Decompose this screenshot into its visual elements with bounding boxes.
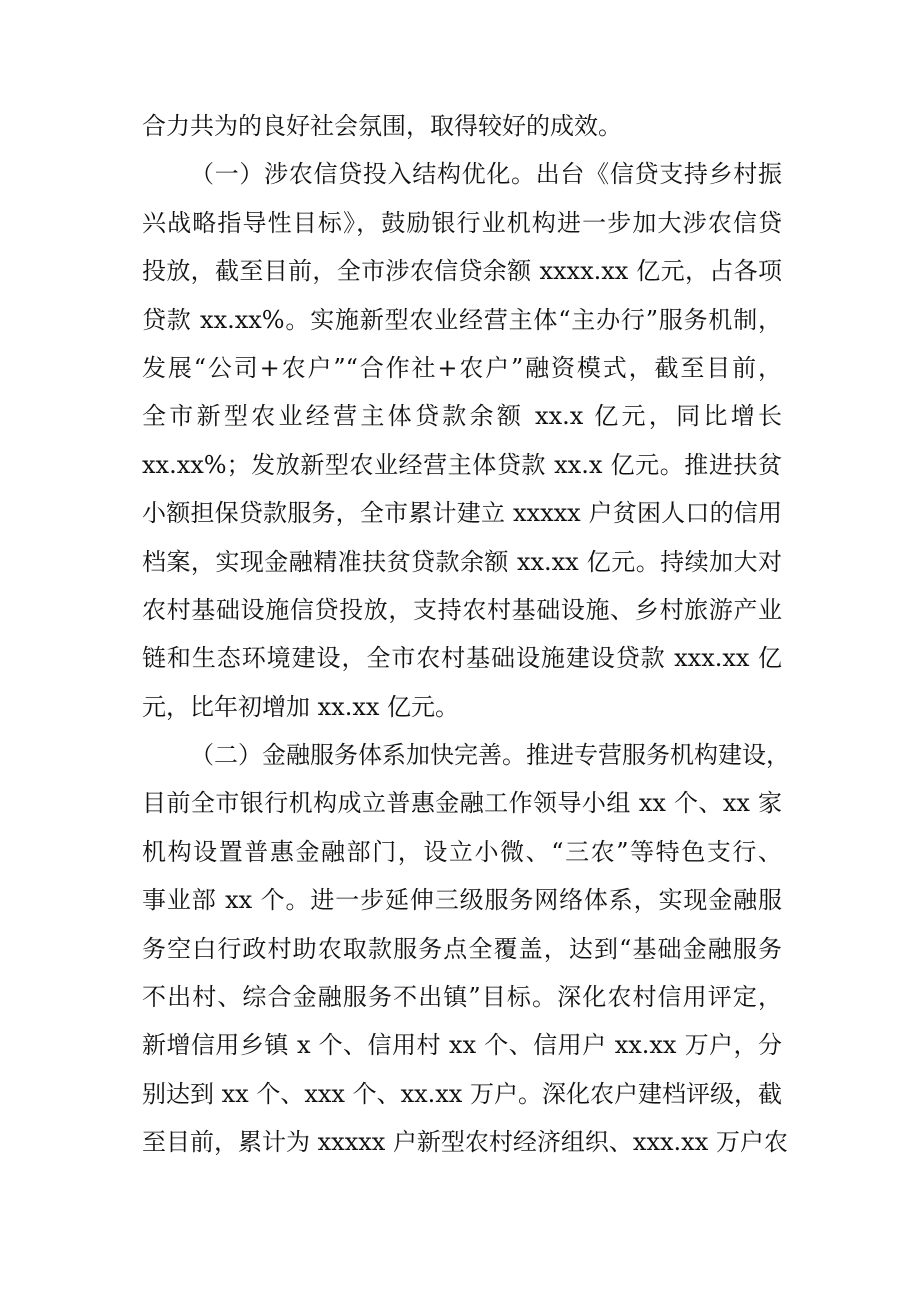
text-line: （一）涉农信贷投入结构优化。出台《信贷支持乡村振 [190,160,782,189]
text-line: 兴战略指导性目标》，鼓励银行业机构进一步加大涉农信贷 [142,208,782,237]
text-line: 发展“公司+农户”“合作社+农户”融资模式，截至目前， [142,353,782,382]
text-line: 目前全市银行机构成立普惠金融工作领导小组 xx 个、xx 家 [142,789,782,818]
text-line: 别达到 xx 个、xxx 个、xx.xx 万户。深化农户建档评级，截 [142,1079,782,1108]
text-line: 至目前，累计为 xxxxx 户新型农村经济组织、xxx.xx 万户农 [142,1128,788,1157]
text-line: 不出村、综合金融服务不出镇”目标。深化农村信用评定， [142,983,782,1012]
text-line: 全市新型农业经营主体贷款余额 xx.x 亿元，同比增长 [142,402,782,431]
text-line: （二）金融服务体系加快完善。推进专营服务机构建设， [190,741,790,770]
text-line: 贷款 xx.xx%。实施新型农业经营主体“主办行”服务机制， [142,305,782,334]
paragraph-agri-credit [142,150,782,731]
text-line: 机构设置普惠金融部门，设立小微、“三农”等特色支行、 [142,837,782,866]
text-line: 档案，实现金融精准扶贫贷款余额 xx.xx 亿元。持续加大对 [142,547,782,576]
text-line: 投放，截至目前，全市涉农信贷余额 xxxx.xx 亿元，占各项 [142,257,782,286]
document-page [142,102,790,1167]
text-line: 小额担保贷款服务，全市累计建立 xxxxx 户贫困人口的信用 [142,499,782,528]
text-line: 元，比年初增加 xx.xx 亿元。 [142,692,460,721]
text-line: 事业部 xx 个。进一步延伸三级服务网络体系，实现金融服 [142,886,782,915]
text-line: 务空白行政村助农取款服务点全覆盖，达到“基础金融服务 [142,934,782,963]
paragraph-continuation [142,102,782,150]
text-line: xx.xx%；发放新型农业经营主体贷款 xx.x 亿元。推进扶贫 [142,450,782,479]
text-line: 农村基础设施信贷投放，支持农村基础设施、乡村旅游产业 [142,595,782,624]
paragraph-financial-services [142,731,790,1167]
text-line: 链和生态环境建设，全市农村基础设施建设贷款 xxx.xx 亿 [142,644,782,673]
text-line: 合力共为的良好社会氛围，取得较好的成效。 [142,112,622,140]
text-line: 新增信用乡镇 x 个、信用村 xx 个、信用户 xx.xx 万户，分 [142,1031,782,1060]
